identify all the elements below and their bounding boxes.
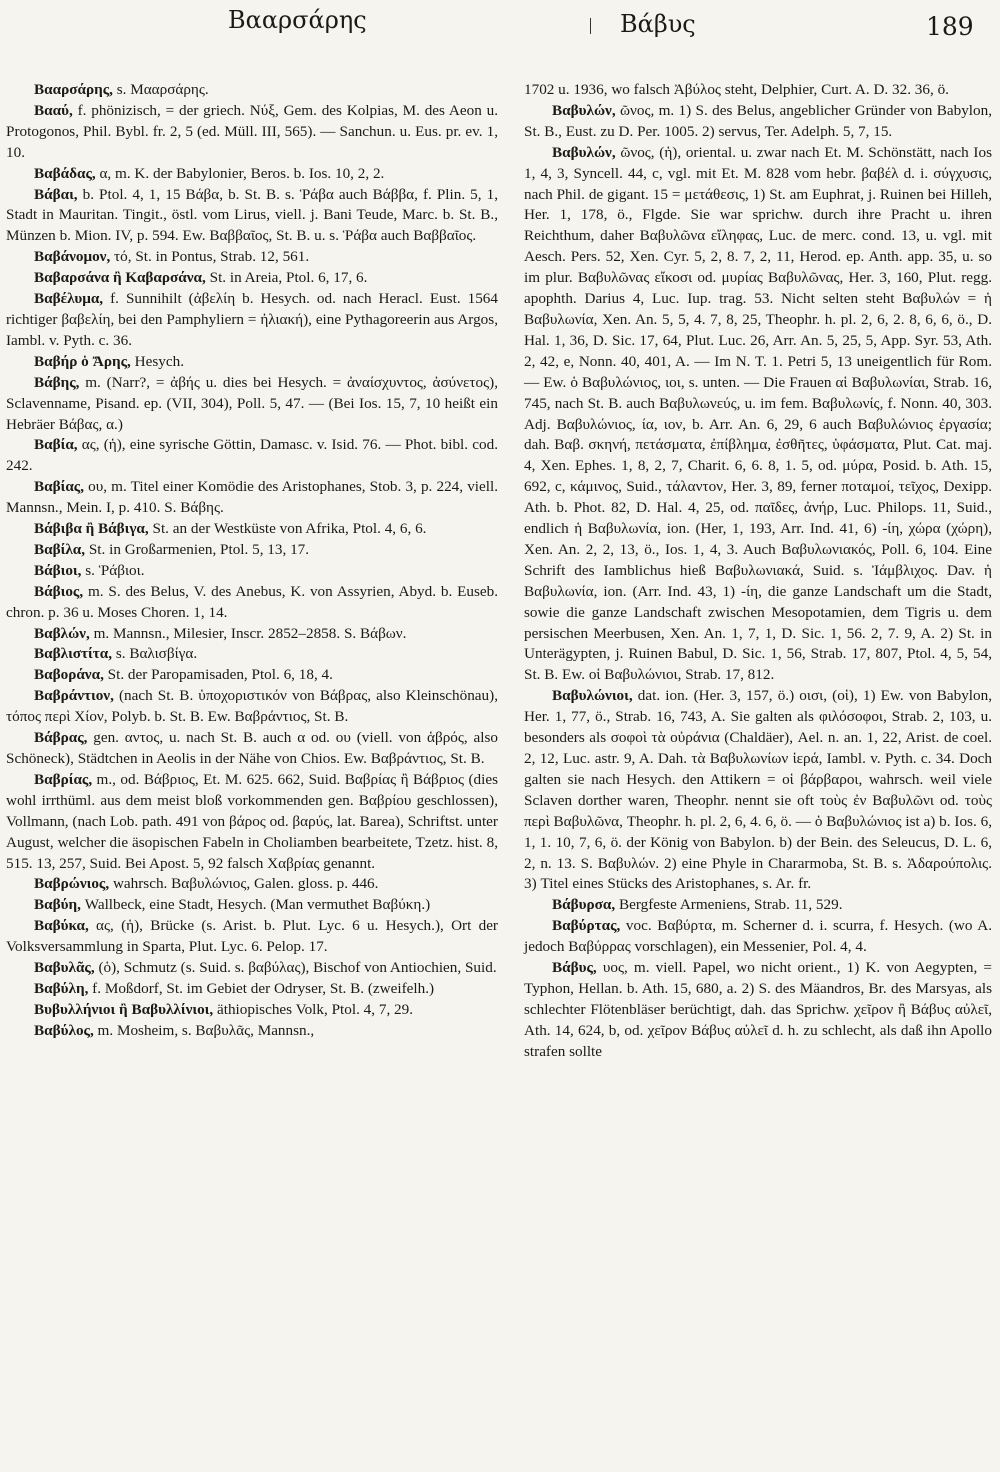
entry-text: m. (Narr?, = ἀβής u. dies bei Hesych. = ἀναίσχυντος, ἀσύνετος), Sclavenname, Pisand. ep. (VII, 304), Poll. 5, 47. — (Bei Ios. 15, 7, 10 heißt ein Hebräer Βάβας, α.) [6, 373, 498, 433]
entry-headword: Βαβαρσάνα ἢ Καβαρσάνα, [34, 269, 206, 287]
entry-text: s. Βαλισβίγα. [112, 645, 198, 663]
dictionary-entry [6, 352, 498, 373]
entry-text: St. in Areia, Ptol. 6, 17, 6. [205, 269, 368, 287]
dictionary-entry [6, 958, 498, 979]
entry-headword: Βαβία, [34, 436, 78, 454]
dictionary-entry [6, 268, 498, 289]
dictionary-entry [524, 958, 992, 1063]
entry-headword: Βαβυλών, [552, 143, 616, 161]
dictionary-entry [6, 728, 498, 770]
entry-text: τό, St. in Pontus, Strab. 12, 561. [110, 248, 310, 266]
dictionary-entry [6, 874, 498, 895]
entry-headword: Βάβρας, [34, 729, 88, 747]
dictionary-entry [6, 686, 498, 728]
dictionary-entry [524, 143, 992, 687]
entry-headword: Βααύ, [34, 101, 73, 119]
entry-headword: Βαβρώνιος, [34, 875, 110, 893]
dictionary-entry [6, 1000, 498, 1021]
entry-headword: Βαβρίας, [34, 770, 93, 788]
entry-text: ας, (ἡ), Brücke (s. Arist. b. Plut. Lyc. 6 u. Hesych.), Ort der Volksversammlung in Sparta, Plut. Lyc. 6. Pelop. 17. [6, 917, 498, 956]
dictionary-entry [6, 289, 498, 352]
entry-headword: Βαβοράνα, [34, 666, 104, 684]
entry-headword: Βααρσάρης, [34, 81, 113, 98]
dictionary-entry [6, 519, 498, 540]
entry-headword: Βαβράντιον, [34, 687, 114, 705]
entry-headword: Βαβύλη, [34, 979, 89, 997]
entry-text: dat. ion. (Her. 3, 157, ö.) οισι, (οἱ), 1) Ew. von Babylon, Her. 1, 77, ö., Strab. 16, 743, A. Sie galten als φιλόσοφοι, Strab. 2, 103, u. besonders als σοφοὶ τὰ οὐράνια (Chaldäer), Ael. n. an. 1, 22, Arist. de coel. 2, 12, Luc. astr. 9, A. Dah. τὰ Βαβυλωνίων ἱερά, Iambl. v. Pyth. c. 34. Doch galten sie nach Hesych. den Attikern = οἱ βάρβαροι, wahrsch. weil viele Sclaven dorther waren, Theophr. nennt sie oft τοὺς ἐν Βαβυλῶνι od. τοὺς περὶ Βαβυλῶνα, Theophr. h. pl. 2, 6, 4. 6, ö. — ὁ Βαβυλώνιος ist a) b. Ios. 6, 1, 1. 10, 7, 6, ö. der König von Babylon. b) der Bein. des Seleucus, D. L. 6, 2, n. 13. S. Βαβυλών. 2) eine Phyle in Chararmoba, St. B. s. Ἀδαρούπολις. 3) Titel eines Stücks des Aristophanes, s. Ar. fr. [524, 687, 992, 893]
dictionary-entry [6, 435, 498, 477]
entry-text: m. Mannsn., Milesier, Inscr. 2852–2858. S. Βάβων. [89, 624, 407, 642]
entry-headword: Βάβιβα ἢ Βάβιγα, [34, 520, 149, 538]
header-first-word: Βααρσάρης [228, 6, 367, 34]
dictionary-entry [6, 477, 498, 519]
entry-text: f. phönizisch, = der griech. Νύξ, Gem. des Kolpias, M. des Aeon u. Protogonos, Phil. Bybl. fr. 2, 5 (ed. Müll. III, 565). — Sanchun. u. Eus. pr. ev. 1, 10. [6, 101, 498, 161]
entry-headword: Βαβέλυμα, [34, 290, 104, 308]
entry-text: ας, (ἡ), eine syrische Göttin, Damasc. v. Isid. 76. — Phot. bibl. cod. 242. [6, 436, 498, 475]
entry-headword: Βαβυλᾶς, [34, 959, 95, 977]
entry-text: St. in Großarmenien, Ptol. 5, 13, 17. [85, 540, 310, 558]
dictionary-entry [6, 373, 498, 436]
dictionary-entry [524, 895, 992, 916]
entry-headword: Βαβάνομον, [34, 248, 111, 266]
entry-headword: Βάβυς, [552, 959, 597, 977]
running-header [0, 4, 1000, 48]
entry-text: Bergfeste Armeniens, Strab. 11, 529. [615, 896, 843, 914]
entry-headword: Βάβαι, [34, 185, 78, 203]
entry-text: (nach St. B. ὑποχοριστικόν von Βάβρας, also Kleinschönau), τόπος περὶ Χίον, Polyb. b. St. B. Ew. Βαβράντιος, St. B. [6, 687, 498, 726]
entry-headword: Βαβλιστίτα, [34, 645, 113, 663]
entry-headword: Βαβυλών, [552, 101, 616, 119]
left-column [6, 80, 498, 1042]
entry-text: υος, m. viell. Papel, wo nicht orient., 1) K. von Aegypten, = Typhon, Hellan. b. Ath. 15, 680, a. 2) S. des Mäandros, Br. des Marsyas, als schlechter Flötenbläser berüchtigt, dah. das Sprichw. χεῖρον ἢ Βάβυς αὐλεῖ, Ath. 14, 624, b, od. χεῖρον Βάβυς αὐλεῖ d. h. zu schlecht, als daß ihn Apollo strafen sollte [524, 959, 992, 1060]
entry-text: s. Μααρσάρης. [112, 81, 209, 98]
dictionary-entry [6, 540, 498, 561]
dictionary-entry [6, 80, 498, 101]
entry-headword: Βυβυλλήνιοι ἢ Βαβυλλίνιοι, [34, 1000, 214, 1018]
entry-text: b. Ptol. 4, 1, 15 Βάβα, b. St. B. s. Ῥάβα auch Βάββα, f. Plin. 5, 1, Stadt in Mauritan. Tingit., östl. vom Lirus, viell. j. Bani Teude, Marc. b. St. B., Münzen b. Mion. IV, p. 594. Ew. Βαββαῖος, St. B. u. s. Ῥάβα auch Βαββαῖος. [6, 185, 498, 245]
entry-headword: Βαβύη, [34, 896, 81, 914]
entry-text: gen. αντος, u. nach St. B. auch α od. ου (viell. von ἁβρός, also Schöneck), Städtchen in Aeolis in der Nähe von Chios. Ew. Βαβράντιος, St. B. [6, 729, 498, 767]
entry-text: f. Moßdorf, St. im Gebiet der Odryser, St. B. (zweifelh.) [88, 979, 435, 997]
dictionary-entry [6, 979, 498, 1000]
entry-text: voc. Βαβύρτα, m. Scherner d. i. scurra, f. Hesych. (wo A. jedoch Βαβύρρας vorschlagen), ein Messenier, Pol. 4, 4. [524, 917, 992, 956]
dictionary-entry [6, 561, 498, 582]
header-last-word: Βάβυς [620, 10, 696, 38]
entry-text: ου, m. Titel einer Komödie des Aristophanes, Stob. 3, p. 224, viell. Mannsn., Mein. I, p. 410. S. Βάβης. [6, 478, 498, 517]
entry-text: 1702 u. 1936, wo falsch Ἀβύλος steht, Delphier, Curt. A. D. 32. 36, ö. [524, 81, 949, 98]
dictionary-entry [524, 80, 992, 101]
dictionary-entry [6, 582, 498, 624]
entry-text: f. Sunnihilt (ἀβελίη b. Hesych. od. nach Heracl. Eust. 1564 richtiger βαβελίη, bei den Pamphyliern = ἠλιακή), eine Pythagoreerin aus Argos, Iambl. v. Pyth. c. 36. [6, 290, 498, 349]
entry-text: ῶνος, (ἡ), oriental. u. zwar nach Et. M. Schönstätt, nach Ios 1, 4, 3, Syncell. 44, c, vgl. mit Et. M. 828 vom hebr. βαβέλ d. i. σύγχυσις, nach Phil. de gigant. 15 = μετάθεσις, 1) St. am Euphrat, j. Ruinen bei Hilleh, Her. 1, 178, ö., Flgde. Sie war sprichw. durch ihre Pracht u. ihren Reichthum, daher Βαβυλῶνα εἴληφας, Luc. de merc. cond. 13, u. vgl. mit Aesch. Pers. 52, Xen. Cyr. 5, 2, 8. 7, 2, 11, Herod. ep. Anth. app. 35, u. so im plur. Βαβυλῶνας εἴκοσι od. μυρίας Βαβυλῶνας, Her. 3, 160, Plut. regg. apophth. Darius 4, Luc. Iup. trag. 53. Nicht selten steht Βαβυλών = ἡ Βαβυλωνία, Xen. An. 5, 5, 4. 7, 8, 25, Theophr. h. pl. 2, 6, 2. 8, 6, 6, ö., D. Hal. 1, 36, D. Sic. 17, 64, Plut. Luc. 26, Arr. An. 5, 25, 5, App. Syr. 53, Ath. 2, 42, e, Nonn. 40, 401, A. — Im N. T. 1. Petri 5, 13 uneigentlich für Rom. — Ew. ὁ Βαβυλώνιος, ιοι, s. unten. — Die Frauen αἱ Βαβυλωνίαι, Strab. 16, 745, nach St. B. auch Βαβυλωνεύς, u. im fem. Βαβυλωνίς, f. Nonn. 40, 303. Adj. Βαβυλώνιος, ία, ιον, b. Arr. An. 6, 29, 6 auch Βαβυλώνιος ἐργασία; dah. Βαβ. σκηνή, πετάσματα, ἐπίβλημα, ἐσθῆτες, ὑφάσματα, Plut. Cat. maj. 4, Xen. Ephes. 1, 8, 2, 7, Charit. 6, 6. 8, 1. 5, od. μύρα, Posid. b. Ath. 15, 692, c, κάμινος, Suid., τάλαντον, Her. 3, 89, ferner ποταμοί, τεῖχος, Dexipp. Ath. b. Phot. 82, D. Hal. 4, 25, od. παῖδες, ἀνήρ, Luc. Philops. 11, Suid., endlich ἡ Βαβυλωνία, ion. (Her, 1, 193, Arr. Ind. 41, 6) -ίη, χώρα (χώρη), Xen. An. 2, 2, 13, ö., Ios. 1, 4, 3. Auch Βαβυλωνιακός, Poll. 6, 104. Eine Schrift des Iamblichus hieß Βαβυλωνιακά, Suid. s. Ἰάμβλιχος. Dav. ἡ Βαβυλωνία, ion. (Arr. Ind. 43, 1) -ίη, die ganze Landschaft um die Stadt, sowie die ganze Landschaft zwischen Mesopotamien, dem Tigris u. dem persischen Meerbusen, Xen. An. 1, 7, 1, D. Sic. 1, 56. 2, 7. 9, A. 2) St. in Unterägypten, j. Ruinen Babul, D. Sic. 1, 56, Strab. 17, 807, Ptol. 4, 5, 54, St. B. Ew. οἱ Βαβυλώνιοι, Strab. 17, 812. [524, 143, 992, 684]
entry-text: äthiopisches Volk, Ptol. 4, 7, 29. [213, 1000, 414, 1018]
entry-headword: Βαβάδας, [34, 164, 96, 182]
entry-text: Wallbeck, eine Stadt, Hesych. (Man vermuthet Βαβύκη.) [80, 896, 431, 914]
entry-headword: Βαβύλος, [34, 1021, 94, 1039]
entry-text: ῶνος, m. 1) S. des Belus, angeblicher Gründer von Babylon, St. B., Eust. zu D. Per. 1005. 2) servus, Ter. Adelph. 5, 7, 15. [524, 101, 992, 140]
entry-headword: Βαβύκα, [34, 917, 89, 935]
entry-headword: Βαβίας, [34, 478, 84, 496]
dictionary-entry [6, 247, 498, 268]
dictionary-entry [6, 1021, 498, 1042]
dictionary-entry [6, 665, 498, 686]
entry-headword: Βάβης, [34, 373, 80, 391]
right-column [524, 80, 992, 1063]
dictionary-entry [524, 686, 992, 895]
dictionary-entry [6, 185, 498, 248]
entry-text: m. Mosheim, s. Βαβυλᾶς, Mannsn., [93, 1021, 315, 1039]
dictionary-entry [524, 916, 992, 958]
dictionary-entry [6, 164, 498, 185]
entry-text: s. Ῥάβιοι. [81, 561, 145, 579]
entry-text: wahrsch. Βαβυλώνιος, Galen. gloss. p. 446. [109, 875, 379, 893]
entry-headword: Βάβυρσα, [552, 896, 616, 914]
header-divider [590, 18, 591, 34]
dictionary-entry [6, 624, 498, 645]
page-number: 189 [926, 12, 974, 41]
entry-headword: Βάβιοι, [34, 561, 82, 579]
entry-text: Hesych. [130, 352, 184, 370]
entry-text: m. S. des Belus, V. des Anebus, K. von Assyrien, Abyd. b. Euseb. chron. p. 36 u. Moses Choren. 1, 14. [6, 582, 498, 621]
dictionary-entry [6, 101, 498, 164]
dictionary-entry [6, 916, 498, 958]
entry-headword: Βαβλών, [34, 624, 90, 642]
dictionary-entry [524, 101, 992, 143]
dictionary-entry [6, 770, 498, 875]
entry-text: α, m. K. der Babylonier, Beros. b. Ios. 10, 2, 2. [95, 164, 385, 182]
entry-text: St. an der Westküste von Afrika, Ptol. 4, 6, 6. [148, 520, 427, 538]
entry-headword: Βαβύρτας, [552, 917, 621, 935]
entry-text: m., od. Βάβριος, Et. M. 625. 662, Suid. Βαβρίας ἢ Βάβριος (dies wohl irrthüml. aus dem meist bloß vorkommenden gen. Βαβρίου geschlossen), Vollmann, (nach Lob. path. 491 von βάρος od. βαρύς, lat. Barea), Schriftst. unter August, welcher die äsopischen Fabeln in Choliamben bearbeitete, Tzetz. hist. 8, 515. 13, 257, Suid. Bei Apost. 5, 92 falsch Χαβρίας genannt. [6, 770, 498, 872]
entry-text: St. der Paropamisaden, Ptol. 6, 18, 4. [103, 666, 333, 684]
dictionary-entry [6, 895, 498, 916]
entry-headword: Βάβιος, [34, 582, 84, 600]
dictionary-entry [6, 644, 498, 665]
entry-headword: Βαβυλώνιοι, [552, 687, 633, 705]
entry-headword: Βαβήρ ὁ Ἄρης, [34, 352, 131, 370]
entry-headword: Βαβίλα, [34, 540, 86, 558]
entry-text: (ὁ), Schmutz (s. Suid. s. βαβύλας), Bischof von Antiochien, Suid. [94, 959, 497, 977]
